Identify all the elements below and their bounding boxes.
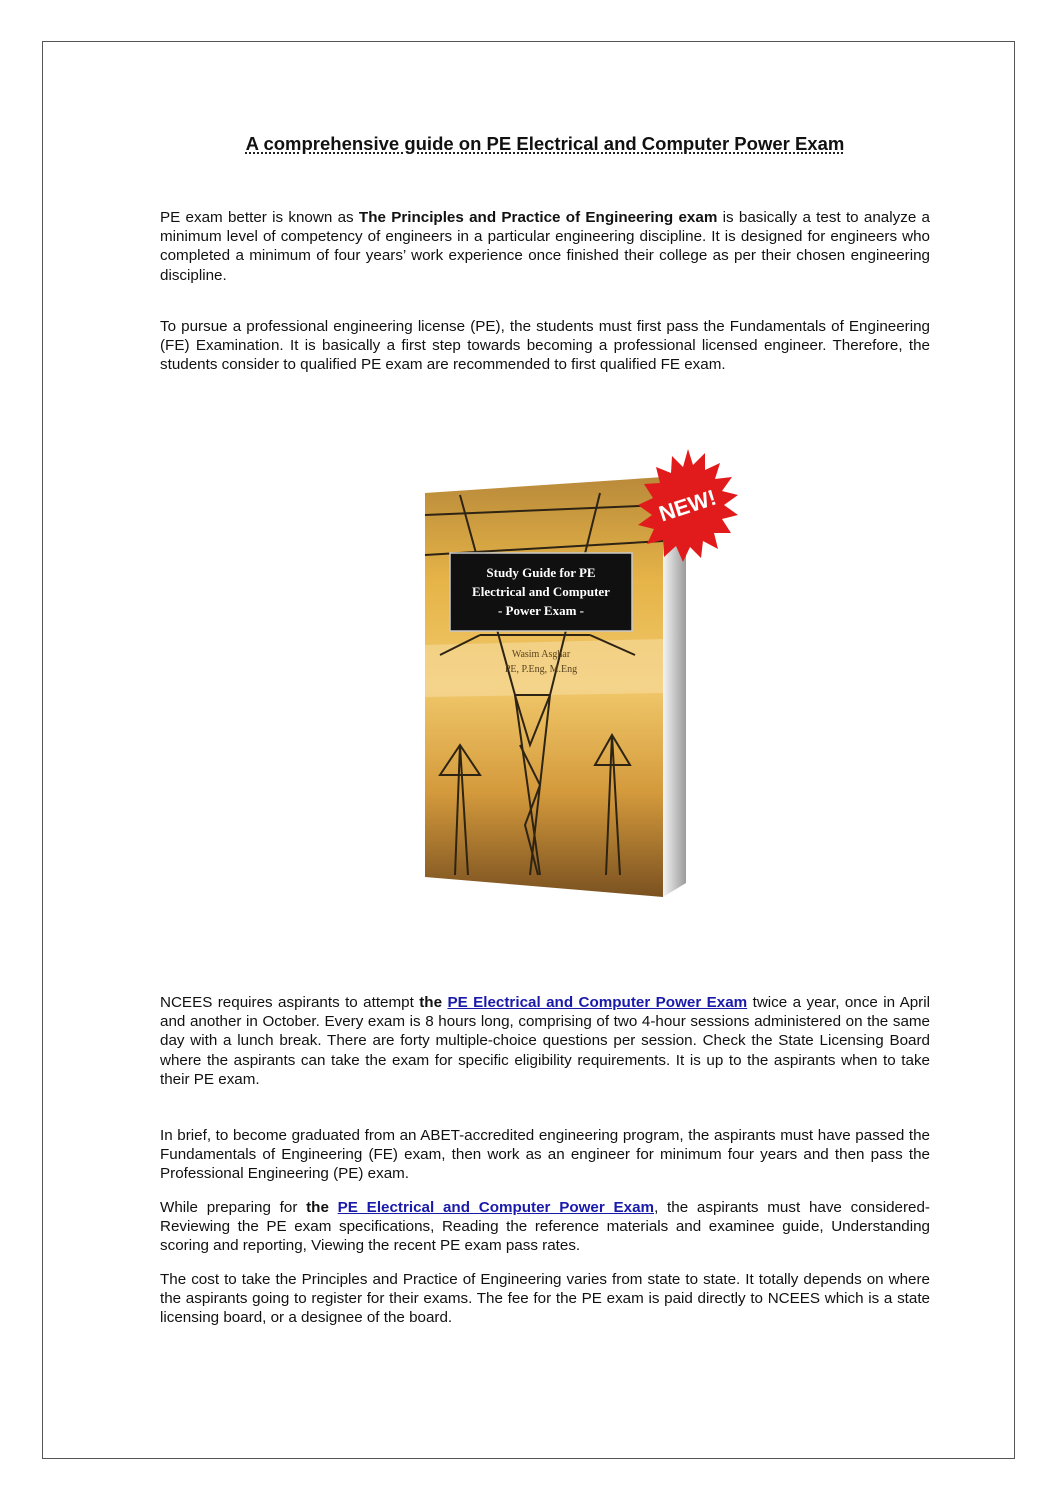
ncees-bold-the: the xyxy=(419,994,443,1011)
intro-text-end: is basically a test to analyze a minimum level of competency of engineers in a particular engineering discipline. It is designed for engineers who completed a minimum of four years’ work experience once finished their college as per their chosen engineering discipline. xyxy=(160,209,931,284)
prep-bold-the: the xyxy=(306,1199,329,1216)
cover-line-2: Electrical and Computer xyxy=(472,584,610,599)
prep-text-end: , the aspirants must have considered- Reviewing the PE exam specifications, Reading the reference materials and examinee guide, Understanding scoring and reporting, Viewing the recent PE exam pass rates. xyxy=(160,1199,930,1255)
preparation-paragraph xyxy=(160,1198,930,1256)
document-title: A comprehensive guide on PE Electrical and Computer Power Exam xyxy=(245,133,845,154)
prep-text-start: While preparing for xyxy=(160,1199,307,1216)
ncees-paragraph xyxy=(160,993,930,1089)
pe-exam-link-1[interactable]: PE Electrical and Computer Power Exam xyxy=(447,994,748,1011)
book-illustration xyxy=(420,445,750,905)
intro-bold-term: The Principles and Practice of Engineering exam xyxy=(358,209,718,226)
ncees-text-end: twice a year, once in April and another in October. Every exam is 8 hours long, comprising of two 4-hour sessions administered on the same day with a lunch break. There are forty multiple-choice questions per session. Check the State Licensing Board where the aspirants can take the exam for specific eligibility requirements. It is up to the aspirants when to take their PE exam. xyxy=(160,994,930,1088)
cover-author: Wasim Asghar xyxy=(511,649,571,660)
cover-credentials: PE, P.Eng, M.Eng xyxy=(504,664,578,675)
intro-text-start: PE exam better is known as xyxy=(160,209,359,226)
cover-line-3: - Power Exam - xyxy=(497,603,585,618)
book-cover-image xyxy=(420,445,750,905)
pe-exam-link-2[interactable]: PE Electrical and Computer Power Exam xyxy=(337,1199,655,1216)
abet-paragraph: In brief, to become graduated from an ABET-accredited engineering program, the aspirants must have passed the Fundamentals of Engineering (FE) exam, then work as an engineer for minimum four years and then pass the Professional Engineering (PE) exam. xyxy=(160,1127,930,1183)
intro-paragraph xyxy=(160,208,930,285)
license-paragraph: To pursue a professional engineering license (PE), the students must first pass the Fundamentals of Engineering (FE) Examination. It is basically a first step towards becoming a professional licensed engineer. Therefore, the students consider to qualified PE exam are recommended to first qualified FE exam. xyxy=(160,318,930,374)
new-badge-text: NEW! xyxy=(655,484,720,527)
cost-paragraph: The cost to take the Principles and Practice of Engineering varies from state to state. It totally depends on where the aspirants going to register for their exams. The fee for the PE exam is paid directly to NCEES which is a state licensing board, or a designee of the board. xyxy=(160,1271,930,1327)
cover-line-1: Study Guide for PE xyxy=(486,565,596,580)
ncees-text-start: NCEES requires aspirants to attempt xyxy=(160,994,420,1011)
